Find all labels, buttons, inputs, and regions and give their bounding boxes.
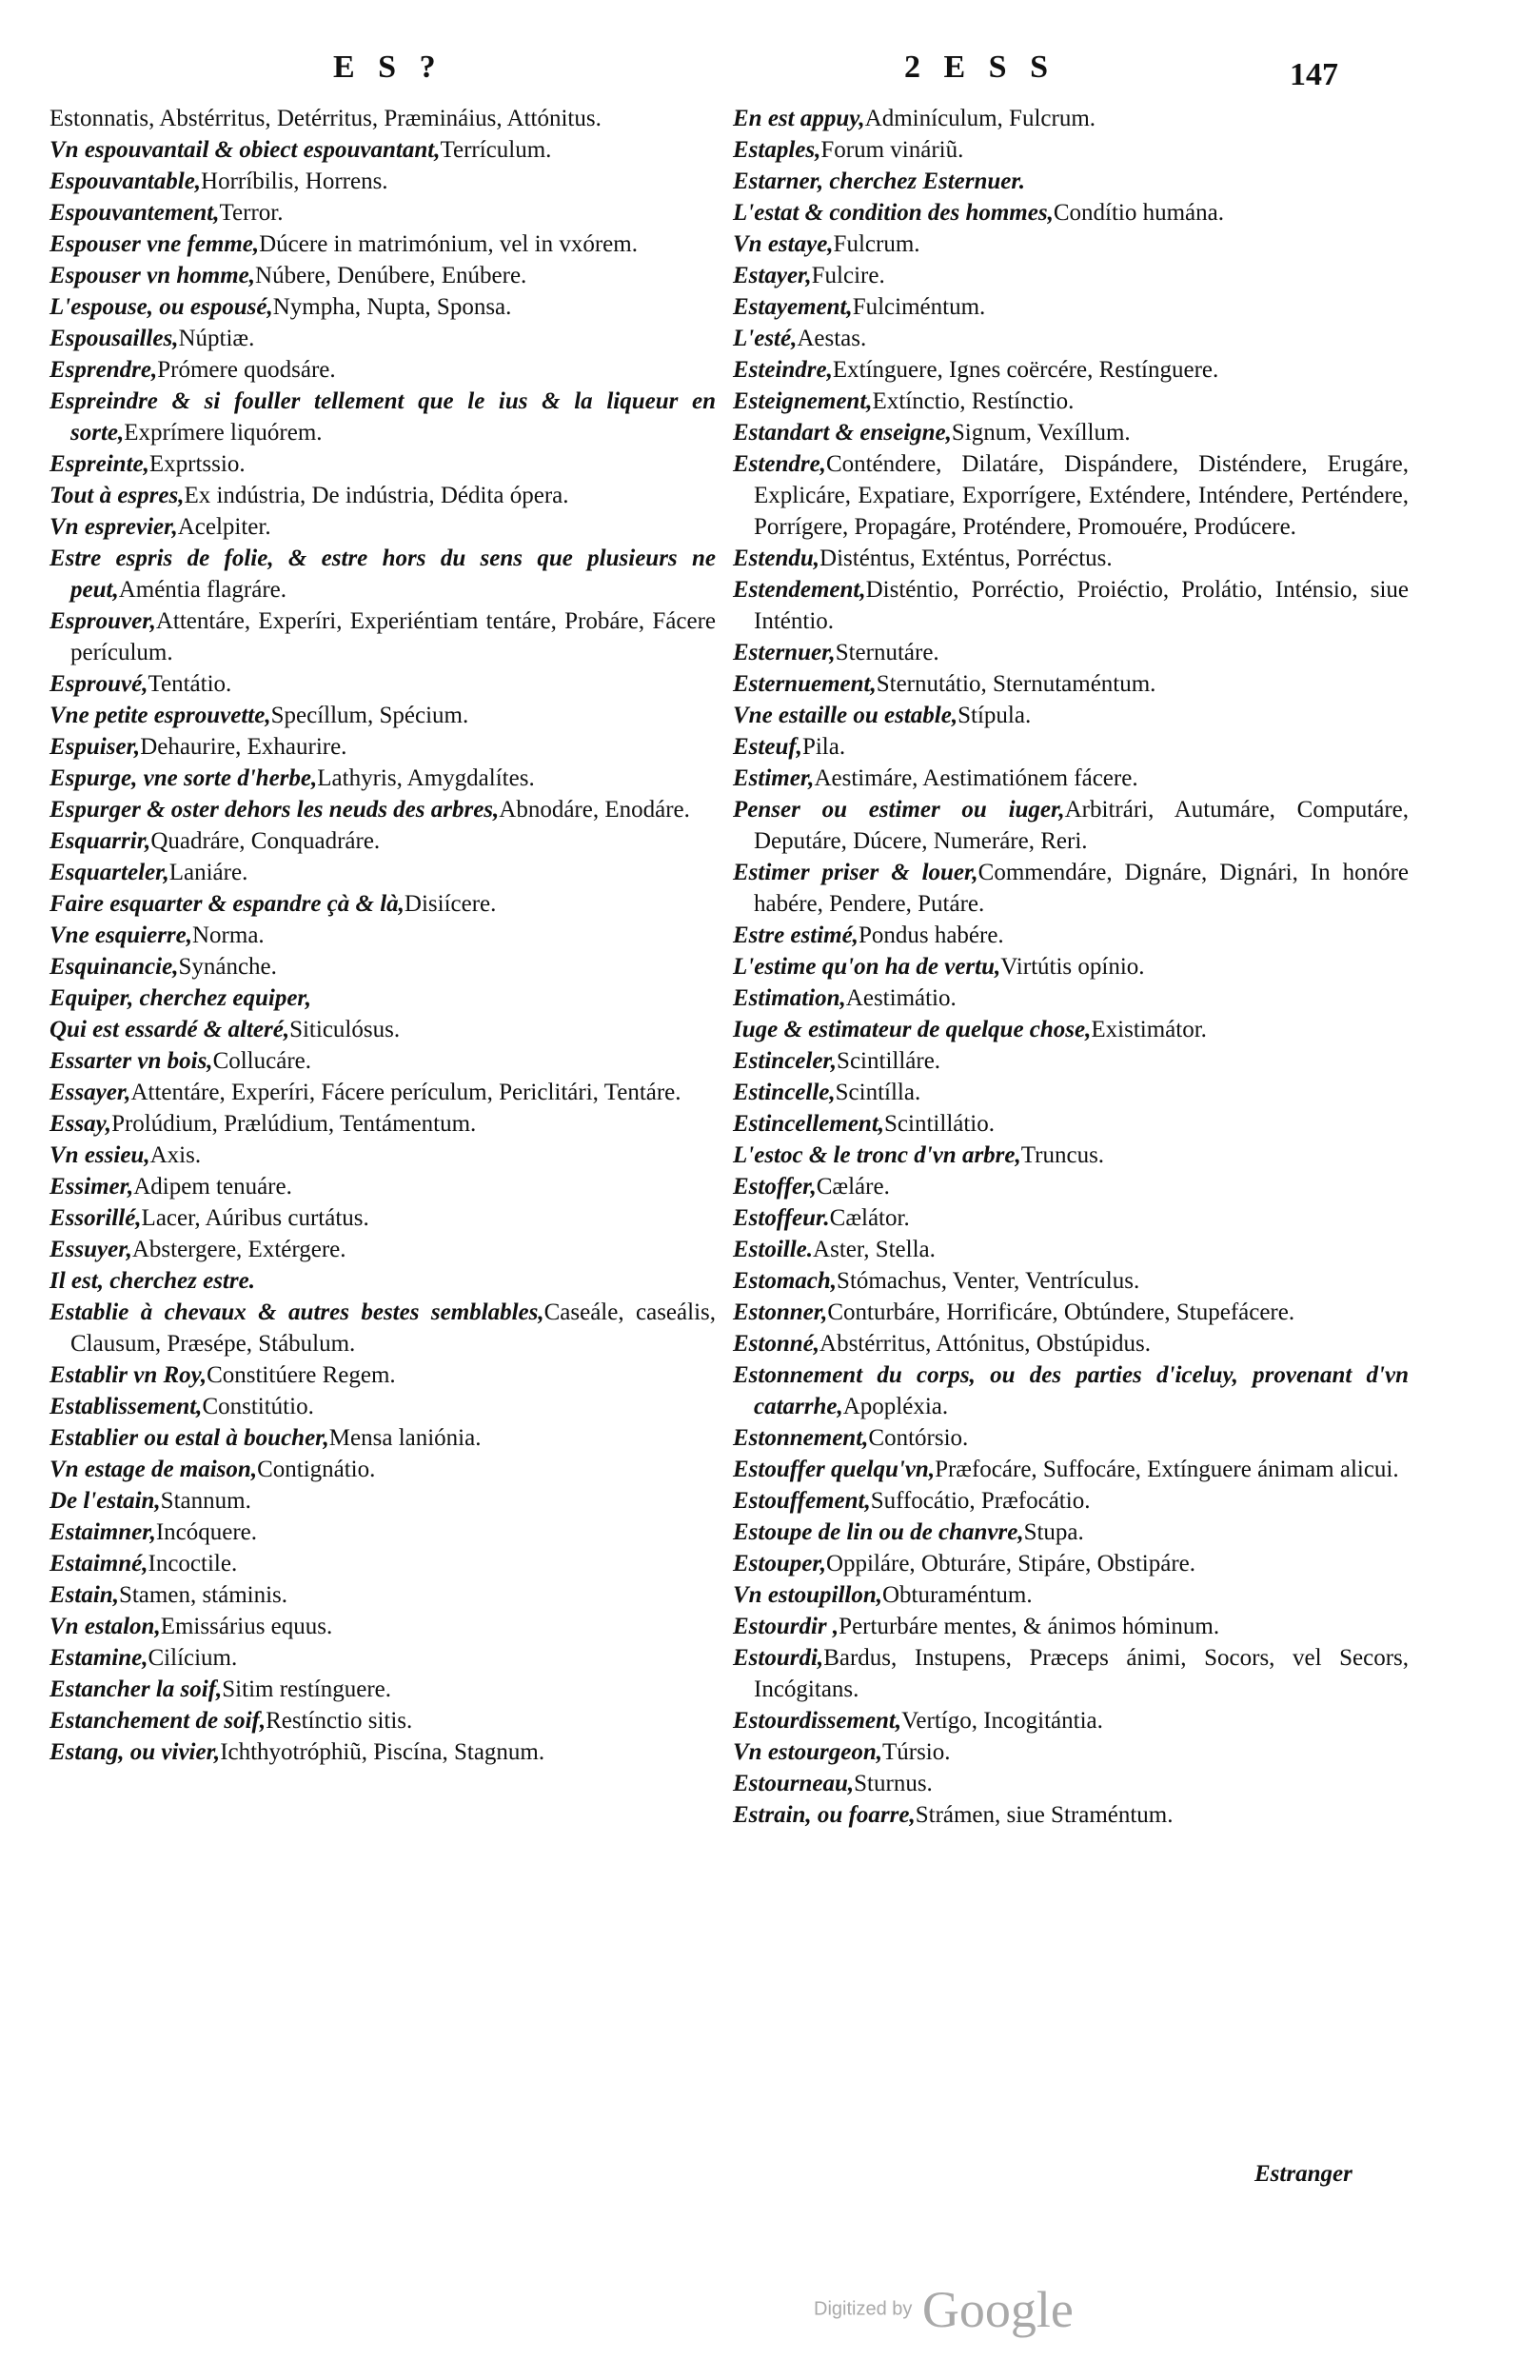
latin-translation: Vertígo, Incogitántia.: [901, 1708, 1103, 1734]
french-headword: Estanchement de soif,: [49, 1708, 267, 1734]
dictionary-entry: [733, 1736, 1409, 1768]
french-headword: Establier ou estal à boucher,: [49, 1425, 329, 1451]
latin-translation: Synánche.: [178, 954, 277, 980]
dictionary-entry: [49, 1265, 716, 1297]
french-headword: Estouffement,: [733, 1488, 871, 1514]
latin-translation: Forum vináriũ.: [820, 137, 964, 163]
latin-translation: Pondus habére.: [858, 922, 1004, 948]
french-headword: Estayement,: [733, 294, 853, 320]
page-header: [0, 50, 1540, 107]
page-number: 147: [1290, 57, 1338, 92]
dictionary-entry: [733, 700, 1409, 731]
dictionary-entry: [733, 731, 1409, 763]
dictionary-entry: [733, 763, 1409, 794]
latin-translation: Quadráre, Conquadráre.: [150, 828, 381, 854]
dictionary-entry: [733, 103, 1409, 134]
latin-translation: Scintillátio.: [884, 1111, 995, 1137]
french-headword: Estarner, cherchez Esternuer.: [733, 169, 1026, 194]
french-headword: Esteindre,: [733, 357, 833, 383]
latin-translation: Terror.: [219, 200, 284, 226]
french-headword: Estendement,: [733, 577, 866, 603]
dictionary-entry: [49, 1391, 716, 1422]
latin-translation: Aestimátio.: [845, 985, 957, 1011]
latin-translation: Perturbáre mentes, & ánimos hóminum.: [839, 1614, 1220, 1639]
dictionary-entry: [49, 1422, 716, 1454]
dictionary-entry: [49, 1517, 716, 1548]
french-headword: Establissement,: [49, 1394, 203, 1419]
dictionary-entry: [733, 1422, 1409, 1454]
french-headword: Estoille.: [733, 1237, 814, 1262]
latin-translation: Extínctio, Restínctio.: [872, 388, 1075, 414]
dictionary-entry: [733, 1548, 1409, 1579]
dictionary-entry: [49, 920, 716, 951]
dictionary-entry: [49, 731, 716, 763]
dictionary-entry: [733, 920, 1409, 951]
french-headword: Vn esprevier,: [49, 514, 178, 540]
dictionary-entry: [733, 386, 1409, 417]
latin-translation: Prómere quodsáre.: [157, 357, 336, 383]
dictionary-entry: [733, 1297, 1409, 1328]
dictionary-entry: [733, 1579, 1409, 1611]
latin-translation: Incoctile.: [148, 1551, 238, 1577]
french-headword: Estoupe de lin ou de chanvre,: [733, 1519, 1024, 1545]
dictionary-entry: [49, 1359, 716, 1391]
french-headword: Estonnement du corps, ou des parties d'iceluy, provenant d'vn catarrhe,: [733, 1362, 1409, 1419]
french-headword: Estonner,: [733, 1299, 828, 1325]
dictionary-entry: [49, 1642, 716, 1674]
latin-translation: Acelpiter.: [177, 514, 271, 540]
latin-translation: Conturbáre, Horrificáre, Obtúndere, Stupefácere.: [827, 1299, 1295, 1325]
latin-translation: Dehaurire, Exhaurire.: [140, 734, 347, 760]
french-headword: Estourdissement,: [733, 1708, 902, 1734]
french-headword: Espurger & oster dehors les neuds des arbres,: [49, 797, 500, 823]
latin-translation: Scintílla.: [835, 1080, 921, 1105]
latin-translation: Disténtus, Exténtus, Porréctus.: [819, 545, 1113, 571]
dictionary-entry: [49, 668, 716, 700]
latin-translation: Abstérritus, Attónitus, Obstúpidus.: [819, 1331, 1151, 1357]
french-headword: Essarter vn bois,: [49, 1048, 213, 1074]
dictionary-entry: [49, 605, 716, 668]
dictionary-entry: [49, 134, 716, 166]
dictionary-entry: [733, 1328, 1409, 1359]
french-headword: Estre espris de folie, & estre hors du sens que plusieurs ne peut,: [49, 545, 716, 603]
latin-translation: Incóquere.: [155, 1519, 258, 1545]
french-headword: Esquarteler,: [49, 860, 169, 885]
dictionary-entry: [49, 857, 716, 888]
latin-translation: Constitútio.: [202, 1394, 314, 1419]
latin-translation: Estonnatis, Abstérritus, Detérritus, Præmináius, Attónitus.: [49, 106, 602, 131]
dictionary-entry: [733, 417, 1409, 448]
dictionary-entry: [733, 1140, 1409, 1171]
french-headword: Vne petite esprouvette,: [49, 703, 271, 728]
latin-translation: Abnodáre, Enodáre.: [499, 797, 690, 823]
dictionary-entry: [733, 1077, 1409, 1108]
latin-translation: Strámen, siue Straméntum.: [915, 1802, 1174, 1828]
latin-translation: Collucáre.: [212, 1048, 311, 1074]
latin-translation: Améntia flagráre.: [118, 577, 286, 603]
french-headword: Establie à chevaux & autres bestes semblables,: [49, 1299, 544, 1325]
dictionary-entry: [733, 1045, 1409, 1077]
latin-translation: Præfocáre, Suffocáre, Extínguere ánimam alicui.: [935, 1457, 1399, 1482]
french-headword: Estourdi,: [733, 1645, 824, 1671]
french-headword: Estimation,: [733, 985, 846, 1011]
dictionary-entry: [733, 1108, 1409, 1140]
right-column: [733, 103, 1409, 1831]
latin-translation: Lacer, Aúribus curtátus.: [141, 1205, 369, 1231]
french-headword: Vne esquierre,: [49, 922, 192, 948]
latin-translation: Horríbilis, Horrens.: [201, 169, 388, 194]
french-headword: Vn estage de maison,: [49, 1457, 258, 1482]
dictionary-entry: [733, 1517, 1409, 1548]
latin-translation: Contórsio.: [868, 1425, 969, 1451]
french-headword: Estouffer quelqu'vn,: [733, 1457, 936, 1482]
french-headword: Esteignement,: [733, 388, 873, 414]
dictionary-entry: [49, 1297, 716, 1359]
dictionary-entry: [49, 982, 716, 1014]
french-headword: Estoffer,: [733, 1174, 817, 1200]
latin-translation: Bardus, Instupens, Præceps ánimi, Socors, vel Secors, Incógitans.: [754, 1645, 1409, 1702]
latin-translation: Cælátor.: [829, 1205, 910, 1231]
latin-translation: Ex indústria, De indústria, Dédita ópera.: [184, 483, 569, 508]
french-headword: Essayer,: [49, 1080, 131, 1105]
digitized-by-label: Digitized by: [814, 2298, 913, 2320]
french-headword: L'esté,: [733, 326, 798, 351]
dictionary-entry: [49, 1454, 716, 1485]
dictionary-entry: [49, 228, 716, 260]
dictionary-entry: [49, 260, 716, 291]
french-headword: Estain,: [49, 1582, 119, 1608]
left-column: [49, 103, 716, 1768]
french-headword: Vn espouvantail & obiect espouvantant,: [49, 137, 441, 163]
latin-translation: Mensa laniónia.: [328, 1425, 482, 1451]
latin-translation: Aster, Stella.: [813, 1237, 936, 1262]
dictionary-entry: [49, 825, 716, 857]
french-headword: Estinceler,: [733, 1048, 838, 1074]
french-headword: Vn essieu,: [49, 1142, 150, 1168]
french-headword: Estaimner,: [49, 1519, 156, 1545]
dictionary-entry: [733, 323, 1409, 354]
dictionary-entry: [733, 260, 1409, 291]
dictionary-entry: [49, 448, 716, 480]
french-headword: Vn estalon,: [49, 1614, 161, 1639]
french-headword: Faire esquarter & espandre çà & là,: [49, 891, 405, 917]
french-headword: Estre estimé,: [733, 922, 859, 948]
dictionary-entry: [733, 951, 1409, 982]
dictionary-entry: [49, 1077, 716, 1108]
french-headword: Estayer,: [733, 263, 812, 288]
dictionary-entry: [733, 574, 1409, 637]
latin-translation: Sternutáre.: [835, 640, 939, 665]
dictionary-entry: [49, 1579, 716, 1611]
french-headword: Espreinte,: [49, 451, 149, 477]
dictionary-entry: [49, 1014, 716, 1045]
latin-translation: Obturaméntum.: [882, 1582, 1033, 1608]
latin-translation: Suffocátio, Præfocátio.: [870, 1488, 1091, 1514]
dictionary-entry: [733, 1202, 1409, 1234]
dictionary-entry: [49, 291, 716, 323]
latin-translation: Núbere, Denúbere, Enúbere.: [255, 263, 527, 288]
latin-translation: Attentáre, Experíri, Fácere perículum, Periclitári, Tentáre.: [130, 1080, 681, 1105]
dictionary-entry: [49, 103, 716, 134]
latin-translation: Oppiláre, Obturáre, Stipáre, Obstipáre.: [825, 1551, 1196, 1577]
latin-translation: Constitúere Regem.: [207, 1362, 396, 1388]
french-headword: Estamine,: [49, 1645, 148, 1671]
french-headword: Estandart & enseigne,: [733, 420, 952, 446]
dictionary-entry: [733, 1171, 1409, 1202]
dictionary-entry: [733, 1705, 1409, 1736]
french-headword: Espurge, vne sorte d'herbe,: [49, 765, 318, 791]
latin-translation: Specíllum, Spécium.: [270, 703, 469, 728]
latin-translation: Adminículum, Fulcrum.: [864, 106, 1096, 131]
dictionary-entry: [49, 1234, 716, 1265]
latin-translation: Pila.: [801, 734, 846, 760]
dictionary-entry: [733, 1768, 1409, 1799]
french-headword: Vn estaye,: [733, 231, 834, 257]
french-headword: Vn estoupillon,: [733, 1582, 882, 1608]
dictionary-entry: [733, 1265, 1409, 1297]
french-headword: Vn estourgeon,: [733, 1739, 882, 1765]
french-headword: Penser ou estimer ou iuger,: [733, 797, 1065, 823]
latin-translation: Arbitrári, Autumáre, Computáre, Deputáre, Dúcere, Numeráre, Reri.: [754, 797, 1409, 854]
french-headword: Estomach,: [733, 1268, 838, 1294]
dictionary-entry: [733, 291, 1409, 323]
french-headword: Estonné,: [733, 1331, 820, 1357]
french-headword: Essimer,: [49, 1174, 134, 1200]
catchword: Estranger: [1254, 2161, 1352, 2187]
signature-mark-left: E S ?: [333, 50, 444, 85]
french-headword: Estimer priser & louer,: [733, 860, 978, 885]
latin-translation: Sturnus.: [854, 1771, 933, 1796]
french-headword: Estouper,: [733, 1551, 826, 1577]
latin-translation: Túrsio.: [881, 1739, 951, 1765]
latin-translation: Stómachus, Venter, Ventrículus.: [837, 1268, 1140, 1294]
latin-translation: Lathyris, Amygdalítes.: [317, 765, 535, 791]
latin-translation: Stamen, stáminis.: [118, 1582, 288, 1608]
french-headword: Espreindre & si fouller tellement que le ius & la liqueur en sorte,: [49, 388, 716, 446]
latin-translation: Aestas.: [797, 326, 867, 351]
latin-translation: Fulcire.: [811, 263, 885, 288]
french-headword: L'estat & condition des hommes,: [733, 200, 1054, 226]
latin-translation: Caseále, caseális, Clausum, Præsépe, Stábulum.: [70, 1299, 716, 1357]
dictionary-entry: [49, 1674, 716, 1705]
latin-translation: Tentátio.: [148, 671, 232, 697]
dictionary-entry: [49, 543, 716, 605]
latin-translation: Exprímere liquórem.: [124, 420, 323, 446]
latin-translation: Stupa.: [1023, 1519, 1084, 1545]
french-headword: Estimer,: [733, 765, 815, 791]
french-headword: Estancher la soif,: [49, 1676, 223, 1702]
latin-translation: Apopléxia.: [842, 1394, 949, 1419]
french-headword: Estourneau,: [733, 1771, 855, 1796]
french-headword: Esteuf,: [733, 734, 802, 760]
dictionary-entry: [733, 448, 1409, 543]
dictionary-entry: [49, 1485, 716, 1517]
latin-translation: Restínctio sitis.: [266, 1708, 413, 1734]
french-headword: Estoffeur.: [733, 1205, 830, 1231]
latin-translation: Siticulósus.: [289, 1017, 401, 1042]
dictionary-entry: [733, 1014, 1409, 1045]
latin-translation: Virtútis opínio.: [1000, 954, 1145, 980]
dictionary-entry: [49, 1548, 716, 1579]
latin-translation: Sitim restínguere.: [222, 1676, 392, 1702]
dictionary-entry: [49, 888, 716, 920]
french-headword: En est appuy,: [733, 106, 865, 131]
dictionary-entry: [733, 228, 1409, 260]
dictionary-entry: [733, 1611, 1409, 1642]
latin-translation: Condítio humána.: [1053, 200, 1224, 226]
dictionary-entry: [733, 637, 1409, 668]
french-headword: Espuiser,: [49, 734, 141, 760]
french-headword: Estaples,: [733, 137, 821, 163]
dictionary-entry: [49, 1045, 716, 1077]
dictionary-entry: [733, 1799, 1409, 1831]
dictionary-entry: [733, 197, 1409, 228]
french-headword: Esprouver,: [49, 608, 156, 634]
dictionary-entry: [49, 763, 716, 794]
french-headword: Espouser vn homme,: [49, 263, 256, 288]
french-headword: Estrain, ou foarre,: [733, 1802, 916, 1828]
latin-translation: Commendáre, Dignáre, Dignári, In honóre habére, Pendere, Putáre.: [754, 860, 1409, 917]
latin-translation: Norma.: [192, 922, 265, 948]
dictionary-entry: [733, 354, 1409, 386]
latin-translation: Ichthyotróphiũ, Piscína, Stagnum.: [220, 1739, 545, 1765]
french-headword: Estendre,: [733, 451, 826, 477]
french-headword: Estang, ou vivier,: [49, 1739, 221, 1765]
dictionary-entry: [49, 1736, 716, 1768]
french-headword: Qui est essardé & alteré,: [49, 1017, 290, 1042]
latin-translation: Dúcere in matrimónium, vel in vxórem.: [259, 231, 638, 257]
latin-translation: Prolúdium, Prælúdium, Tentámentum.: [111, 1111, 477, 1137]
dictionary-entry: [49, 951, 716, 982]
french-headword: Esprouvé,: [49, 671, 148, 697]
dictionary-entry: [733, 166, 1409, 197]
french-headword: De l'estain,: [49, 1488, 161, 1514]
latin-translation: Truncus.: [1020, 1142, 1105, 1168]
dictionary-entry: [733, 543, 1409, 574]
french-headword: Estaimné,: [49, 1551, 148, 1577]
dictionary-entry: [49, 794, 716, 825]
dictionary-entry: [733, 668, 1409, 700]
french-headword: Esprendre,: [49, 357, 158, 383]
google-logo-text: Google: [921, 2281, 1074, 2338]
latin-translation: Fulciméntum.: [852, 294, 986, 320]
latin-translation: Scintilláre.: [837, 1048, 941, 1074]
dictionary-entry: [49, 323, 716, 354]
dictionary-entry: [49, 197, 716, 228]
latin-translation: Adipem tenuáre.: [133, 1174, 292, 1200]
latin-translation: Exprtssio.: [148, 451, 246, 477]
latin-translation: Attentáre, Experíri, Experiéntiam tentáre, Probáre, Fácere perículum.: [70, 608, 716, 665]
dictionary-entry: [733, 1642, 1409, 1705]
latin-translation: Emissárius equus.: [160, 1614, 333, 1639]
dictionary-entry: [49, 386, 716, 448]
dictionary-entry: [733, 134, 1409, 166]
french-headword: Esquarrir,: [49, 828, 151, 854]
dictionary-entry: [733, 794, 1409, 857]
latin-translation: Contignátio.: [257, 1457, 376, 1482]
dictionary-entry: [49, 166, 716, 197]
latin-translation: Cæláre.: [816, 1174, 890, 1200]
french-headword: Esternuer,: [733, 640, 836, 665]
french-headword: Essuyer,: [49, 1237, 132, 1262]
french-headword: L'espouse, ou espousé,: [49, 294, 273, 320]
french-headword: Establir vn Roy,: [49, 1362, 207, 1388]
french-headword: Tout à espres,: [49, 483, 185, 508]
french-headword: Vne estaille ou estable,: [733, 703, 958, 728]
french-headword: Esquinancie,: [49, 954, 179, 980]
latin-translation: Aestimáre, Aestimatiónem fácere.: [814, 765, 1138, 791]
french-headword: Equiper, cherchez equiper,: [49, 985, 312, 1011]
dictionary-entry: [49, 1705, 716, 1736]
french-headword: Espousailles,: [49, 326, 179, 351]
french-headword: Il est, cherchez estre.: [49, 1268, 255, 1294]
latin-translation: Fulcrum.: [833, 231, 920, 257]
french-headword: Estendu,: [733, 545, 820, 571]
latin-translation: Stannum.: [160, 1488, 251, 1514]
latin-translation: Extínguere, Ignes coërcére, Restínguere.: [832, 357, 1219, 383]
french-headword: Espouvantable,: [49, 169, 202, 194]
latin-translation: Nympha, Nupta, Sponsa.: [272, 294, 512, 320]
digitization-footer: [814, 2280, 1074, 2339]
dictionary-entry: [49, 1108, 716, 1140]
french-headword: L'estime qu'on ha de vertu,: [733, 954, 1001, 980]
dictionary-entry: [733, 1359, 1409, 1422]
dictionary-entry: [49, 354, 716, 386]
dictionary-entry: [49, 480, 716, 511]
latin-translation: Disténtio, Porréctio, Proiéctio, Prolátio, Inténsio, siue Inténtio.: [754, 577, 1409, 634]
french-headword: L'estoc & le tronc d'vn arbre,: [733, 1142, 1021, 1168]
latin-translation: Núptiæ.: [178, 326, 255, 351]
dictionary-entry: [733, 1234, 1409, 1265]
signature-mark-right: 2 E S S: [904, 50, 1056, 85]
french-headword: Essay,: [49, 1111, 112, 1137]
dictionary-entry: [49, 1202, 716, 1234]
dictionary-entry: [733, 1485, 1409, 1517]
french-headword: Espouser vne femme,: [49, 231, 260, 257]
latin-translation: Stípula.: [958, 703, 1032, 728]
latin-translation: Conténdere, Dilatáre, Dispándere, Disténdere, Erugáre, Explicáre, Expatiare, Exporrígere, Exténdere, Inténdere, Perténdere, Porrígere, Propagáre, Proténdere, Promouére, Prodúcere.: [754, 451, 1409, 540]
dictionary-entry: [49, 1611, 716, 1642]
latin-translation: Laniáre.: [168, 860, 248, 885]
french-headword: Estourdir ,: [733, 1614, 839, 1639]
french-headword: Iuge & estimateur de quelque chose,: [733, 1017, 1092, 1042]
latin-translation: Signum, Vexíllum.: [951, 420, 1131, 446]
french-headword: Estonnement,: [733, 1425, 869, 1451]
french-headword: Espouvantement,: [49, 200, 220, 226]
latin-translation: Axis.: [149, 1142, 202, 1168]
french-headword: Estincellement,: [733, 1111, 885, 1137]
dictionary-entry: [49, 511, 716, 543]
dictionary-entry: [733, 857, 1409, 920]
dictionary-entry: [49, 1171, 716, 1202]
latin-translation: Sternutátio, Sternutaméntum.: [876, 671, 1156, 697]
french-headword: Essorillé,: [49, 1205, 142, 1231]
latin-translation: Terrículum.: [440, 137, 552, 163]
dictionary-entry: [733, 1454, 1409, 1485]
french-headword: Esternuement,: [733, 671, 877, 697]
latin-translation: Existimátor.: [1091, 1017, 1207, 1042]
latin-translation: Abstergere, Extérgere.: [131, 1237, 346, 1262]
dictionary-entry: [49, 700, 716, 731]
dictionary-entry: [733, 982, 1409, 1014]
dictionary-entry: [49, 1140, 716, 1171]
latin-translation: Disiícere.: [404, 891, 497, 917]
latin-translation: Cilícium.: [148, 1645, 238, 1671]
french-headword: Estincelle,: [733, 1080, 836, 1105]
